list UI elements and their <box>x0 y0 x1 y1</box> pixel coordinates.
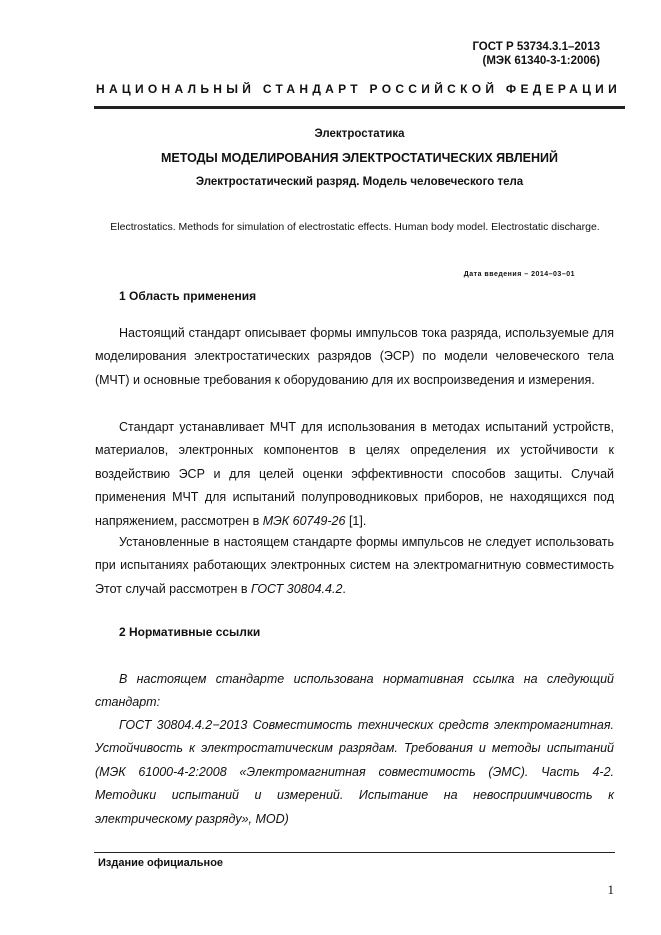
reference-gost-30804: ГОСТ 30804.4.2 <box>250 581 343 596</box>
section-1-paragraph-2 <box>95 416 614 533</box>
section-2-reference-entry: ГОСТ 30804.4.2−2013 Совместимость технических средств электромагнитная. Устойчивость к электростатическим разрядам. Требования и методы испытаний (МЭК 61000-4-2:2008 «Электромагнитная совместимость (ЭМС). Часть 4-2. Методики испытаний и измерений. Испытание на невосприимчивость к электрическому разряду», MOD) <box>95 718 614 826</box>
official-edition-label: Издание официальное <box>98 857 224 869</box>
footer-divider <box>94 852 615 853</box>
paragraph-3-text: Установленные в настоящем стандарте формы импульсов не следует использовать при испытаниях работающих электронных систем на электромагнитную совместимость Этот случай рассмотрен в <box>95 535 614 596</box>
national-standard-title: НАЦИОНАЛЬНЫЙ СТАНДАРТ РОССИЙСКОЙ ФЕДЕРАЦИИ <box>96 82 622 96</box>
title-line-3: Электростатический разряд. Модель человеческого тела <box>195 176 524 188</box>
section-2-paragraph-1: В настоящем стандарте использована нормативная ссылка на следующий стандарт: <box>95 672 614 710</box>
header-divider <box>94 106 625 109</box>
section-1-paragraph-3 <box>95 531 614 601</box>
gost-code: ГОСТ Р 53734.3.1–2013 <box>472 41 600 53</box>
page-number: 1 <box>607 882 614 897</box>
section-1-heading: 1 Область применения <box>119 289 257 303</box>
title-line-2: МЕТОДЫ МОДЕЛИРОВАНИЯ ЭЛЕКТРОСТАТИЧЕСКИХ ЯВЛЕНИЙ <box>161 151 558 165</box>
section-1-paragraph-1: Настоящий стандарт описывает формы импульсов тока разряда, используемые для моделирования электростатических разрядов (ЭСР) по модели человеческого тела (МЧТ) и основные требования к оборудованию для их воспроизведения и измерения. <box>95 326 614 387</box>
section-2-heading: 2 Нормативные ссылки <box>119 625 261 639</box>
paragraph-2-text: Стандарт устанавливает МЧТ для использования в методах испытаний устройств, материалов, электронных компонентов в целях определения их устойчивости к воздействию ЭСР и для целей оценки эффективности способов защиты. Случай применения МЧТ для испытаний полупроводниковых приборов, не находящихся под напряжением, рассмотрен в <box>95 420 614 528</box>
paragraph-3-end: . <box>342 581 346 596</box>
title-line-1: Электростатика <box>314 128 405 140</box>
reference-iec-60749-26: МЭК 60749-26 <box>262 513 346 528</box>
paragraph-2-end: [1]. <box>345 513 367 528</box>
iec-code: (МЭК 61340-3-1:2006) <box>482 55 600 67</box>
effective-date: Дата введения – 2014–03–01 <box>463 271 575 278</box>
english-title: Electrostatics. Methods for simulation of electrostatic effects. Human body model. Electrostatic discharge. <box>110 221 600 233</box>
